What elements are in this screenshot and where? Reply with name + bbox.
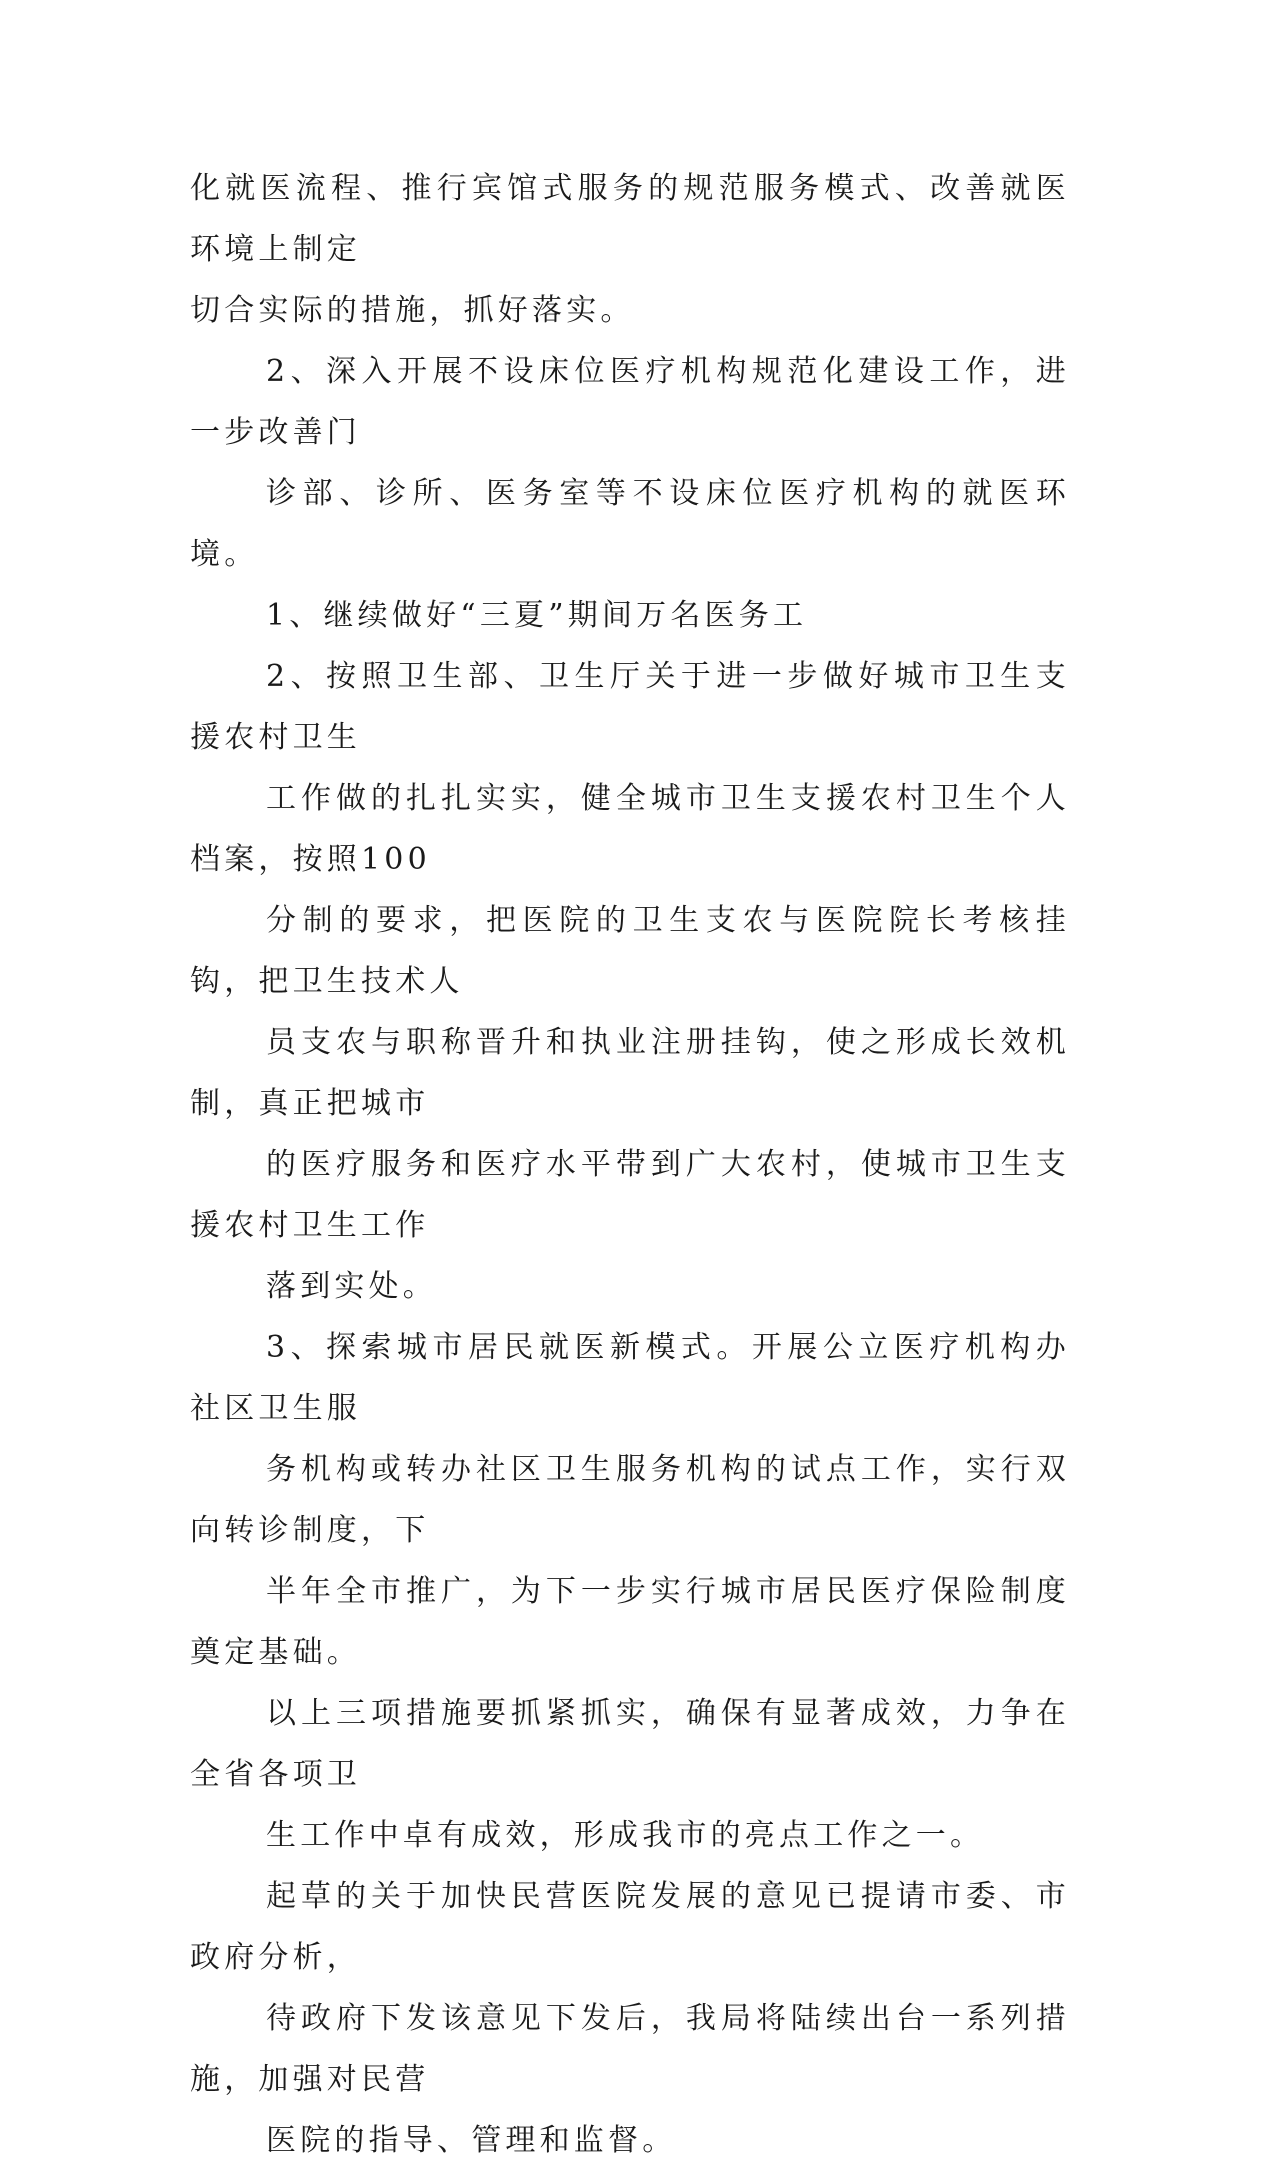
document-body [190,158,1070,2171]
text-line: 医院的指导、管理和监督。 [266,2123,677,2158]
text-line: 切合实际的措施，抓好落实。 [190,293,635,328]
text-line: 的医疗服务和医疗水平带到广大农村，使城市卫生支援农村卫生工作 [190,1147,1070,1243]
text-line: 务机构或转办社区卫生服务机构的试点工作，实行双向转诊制度，下 [190,1452,1070,1548]
text-line: 2、按照卫生部、卫生厅关于进一步做好城市卫生支援农村卫生 [190,659,1070,755]
paragraph-item-2-clinics [190,341,1070,585]
text-line: 2、深入开展不设床位医疗机构规范化建设工作，进一步改善门 [190,354,1070,450]
text-line: 待政府下发该意见下发后，我局将陆续出台一系列措施，加强对民营 [190,2001,1070,2097]
text-line: 半年全市推广，为下一步实行城市居民医疗保险制度奠定基础。 [190,1574,1070,1670]
paragraph-item-1-summer [190,585,1070,646]
text-line: 生工作中卓有成效，形成我市的亮点工作之一。 [266,1818,985,1853]
paragraph-item-2-rural-support [190,646,1070,1317]
text-line: 工作做的扎扎实实，健全城市卫生支援农村卫生个人档案，按照100 [190,781,1070,877]
paragraph-item-3-new-model [190,1317,1070,1683]
paragraph-private-hospitals [190,1866,1070,2171]
text-line: 起草的关于加快民营医院发展的意见已提请市委、市政府分析， [190,1879,1070,1975]
text-line: 3、探索城市居民就医新模式。开展公立医疗机构办社区卫生服 [190,1330,1070,1426]
text-line: 员支农与职称晋升和执业注册挂钩，使之形成长效机制，真正把城市 [190,1025,1070,1121]
paragraph-summary [190,1683,1070,1866]
text-line: 1、继续做好“三夏”期间万名医务工 [266,598,808,633]
paragraph-continuation [190,158,1070,341]
text-line: 化就医流程、推行宾馆式服务的规范服务模式、改善就医环境上制定 [190,171,1070,267]
text-line: 以上三项措施要抓紧抓实，确保有显著成效，力争在全省各项卫 [190,1696,1070,1792]
text-line: 落到实处。 [266,1269,437,1304]
text-line: 分制的要求，把医院的卫生支农与医院院长考核挂钩，把卫生技术人 [190,903,1070,999]
text-line: 诊部、诊所、医务室等不设床位医疗机构的就医环境。 [190,476,1070,572]
